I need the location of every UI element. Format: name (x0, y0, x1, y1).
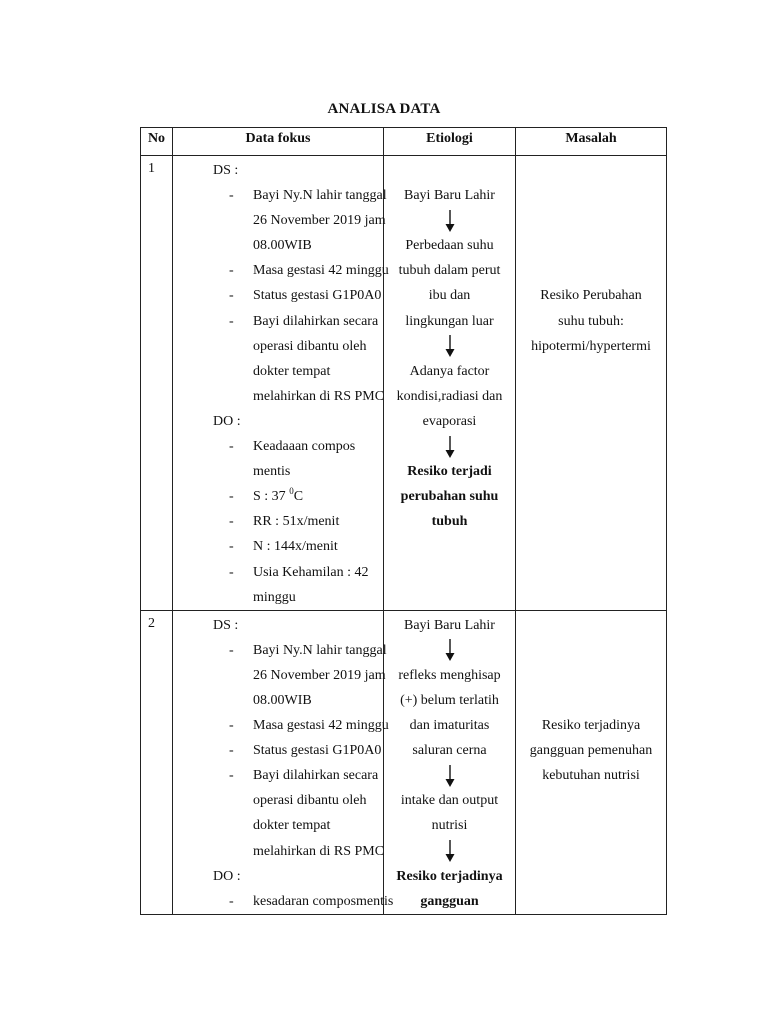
etiologi-conclusion: perubahan suhu (400, 489, 499, 505)
bullet-dash: - (229, 263, 234, 279)
header-data-fokus: Data fokus (173, 128, 384, 156)
list-item (173, 560, 383, 585)
bullet-dash: - (229, 768, 234, 784)
etiologi-line: lingkungan luar (405, 313, 494, 329)
data-fokus-cell (173, 156, 389, 611)
list-item (173, 484, 383, 509)
bullet-dash: - (229, 489, 234, 505)
masalah-line: kebutuhan nutrisi (542, 768, 640, 784)
list-item-text: RR : 51x/menit (253, 514, 340, 530)
do-label: DO : (213, 868, 241, 884)
etiologi-conclusion: Resiko terjadi (407, 464, 492, 480)
bullet-dash: - (229, 642, 234, 658)
ds-label: DS : (213, 617, 239, 633)
etiologi-line: Adanya factor (409, 363, 490, 379)
list-item (173, 534, 383, 559)
list-item-text: Masa gestasi 42 minggu (253, 263, 389, 279)
masalah-cell (516, 610, 667, 914)
down-arrow-icon (384, 334, 515, 359)
masalah-line: Resiko Perubahan (540, 288, 642, 304)
bullet-dash: - (229, 288, 234, 304)
list-item-text: dokter tempat (253, 818, 331, 834)
list-item (173, 713, 389, 738)
etiologi-line: Bayi Baru Lahir (404, 617, 495, 633)
list-item (173, 763, 383, 788)
masalah-line: suhu tubuh: (558, 313, 624, 329)
list-item (173, 183, 387, 208)
list-item-text: 08.00WIB (253, 692, 312, 708)
header-masalah: Masalah (516, 128, 667, 156)
list-item-text: Masa gestasi 42 minggu (253, 718, 389, 734)
etiologi-line: ibu dan (428, 288, 471, 304)
etiologi-line: Bayi Baru Lahir (404, 188, 495, 204)
list-item-text: N : 144x/menit (253, 539, 338, 555)
list-item (173, 434, 383, 459)
down-arrow-icon (384, 638, 515, 663)
bullet-dash: - (229, 313, 234, 329)
row-number: 1 (141, 156, 173, 611)
etiologi-line: nutrisi (431, 818, 468, 834)
etiologi-line: dan imaturitas (409, 718, 490, 734)
list-item (173, 889, 394, 914)
etiologi-line: kondisi,radiasi dan (396, 388, 503, 404)
ds-label: DS : (213, 163, 239, 178)
superscript-zero: 0 (289, 486, 294, 497)
down-arrow-icon (384, 208, 515, 233)
bullet-dash: - (229, 564, 234, 580)
list-item-text: 26 November 2019 jam (253, 213, 386, 229)
masalah-line: hipotermi/hypertermi (531, 338, 651, 354)
table-row (141, 610, 667, 914)
table-header-row (141, 128, 667, 156)
list-item (173, 258, 389, 283)
etiologi-cell (384, 610, 516, 914)
down-arrow-icon (384, 839, 515, 864)
masalah-line: gangguan pemenuhan (529, 743, 653, 759)
list-item-text: Bayi dilahirkan secara (253, 313, 379, 329)
down-arrow-icon (384, 763, 515, 788)
etiologi-line: tubuh dalam perut (398, 263, 501, 279)
etiologi-conclusion: tubuh (431, 514, 468, 530)
etiologi-line: intake dan output (400, 793, 499, 809)
list-item (173, 638, 387, 663)
bullet-dash: - (229, 539, 234, 555)
etiologi-line: Perbedaan suhu (405, 238, 494, 254)
list-item-text: operasi dibantu oleh (253, 793, 367, 809)
list-item-text: S : 37 (253, 489, 290, 505)
down-arrow-icon (384, 434, 515, 459)
masalah-line: Resiko terjadinya (541, 718, 641, 734)
list-item-text: Bayi dilahirkan secara (253, 768, 379, 784)
page-title: ANALISA DATA (327, 101, 441, 117)
list-item (173, 309, 383, 334)
bullet-dash: - (229, 718, 234, 734)
etiologi-line: refleks menghisap (398, 667, 501, 683)
list-item-text: Bayi Ny.N lahir tanggal (253, 188, 387, 204)
list-item-text: Keadaaan compos (253, 439, 356, 455)
list-item (173, 509, 383, 534)
list-item-text: 08.00WIB (253, 238, 312, 254)
etiologi-cell (384, 156, 516, 611)
list-item-text: melahirkan di RS PMC (253, 388, 385, 404)
etiologi-line: saluran cerna (412, 743, 487, 759)
list-item-text: melahirkan di RS PMC (253, 843, 385, 859)
list-item (173, 283, 383, 308)
list-item-text: dokter tempat (253, 363, 331, 379)
list-item-text: 26 November 2019 jam (253, 667, 386, 683)
masalah-cell (516, 156, 667, 611)
etiologi-conclusion: Resiko terjadinya (396, 868, 503, 884)
header-no: No (141, 128, 173, 156)
list-item-text: Status gestasi G1P0A0 (253, 288, 382, 304)
list-item-text: kesadaran composmentis (253, 893, 394, 909)
bullet-dash: - (229, 188, 234, 204)
bullet-dash: - (229, 514, 234, 530)
table-row (141, 156, 667, 611)
list-item-text: minggu (253, 589, 296, 605)
list-item-text: Usia Kehamilan : 42 (253, 564, 369, 580)
etiologi-line: (+) belum terlatih (400, 692, 499, 708)
etiologi-conclusion: gangguan (420, 893, 479, 909)
list-item-text: mentis (253, 464, 291, 480)
bullet-dash: - (229, 743, 234, 759)
list-item-text: operasi dibantu oleh (253, 338, 367, 354)
data-fokus-cell (173, 610, 394, 914)
bullet-dash: - (229, 893, 234, 909)
etiologi-line: evaporasi (422, 413, 477, 429)
row-number: 2 (141, 610, 173, 914)
header-etiologi: Etiologi (384, 128, 516, 156)
do-label: DO : (213, 413, 241, 429)
list-item (173, 738, 383, 763)
temperature-unit: C (293, 489, 304, 505)
bullet-dash: - (229, 439, 234, 455)
analysis-table (140, 127, 667, 915)
list-item-text: Status gestasi G1P0A0 (253, 743, 382, 759)
list-item-text: Bayi Ny.N lahir tanggal (253, 642, 387, 658)
